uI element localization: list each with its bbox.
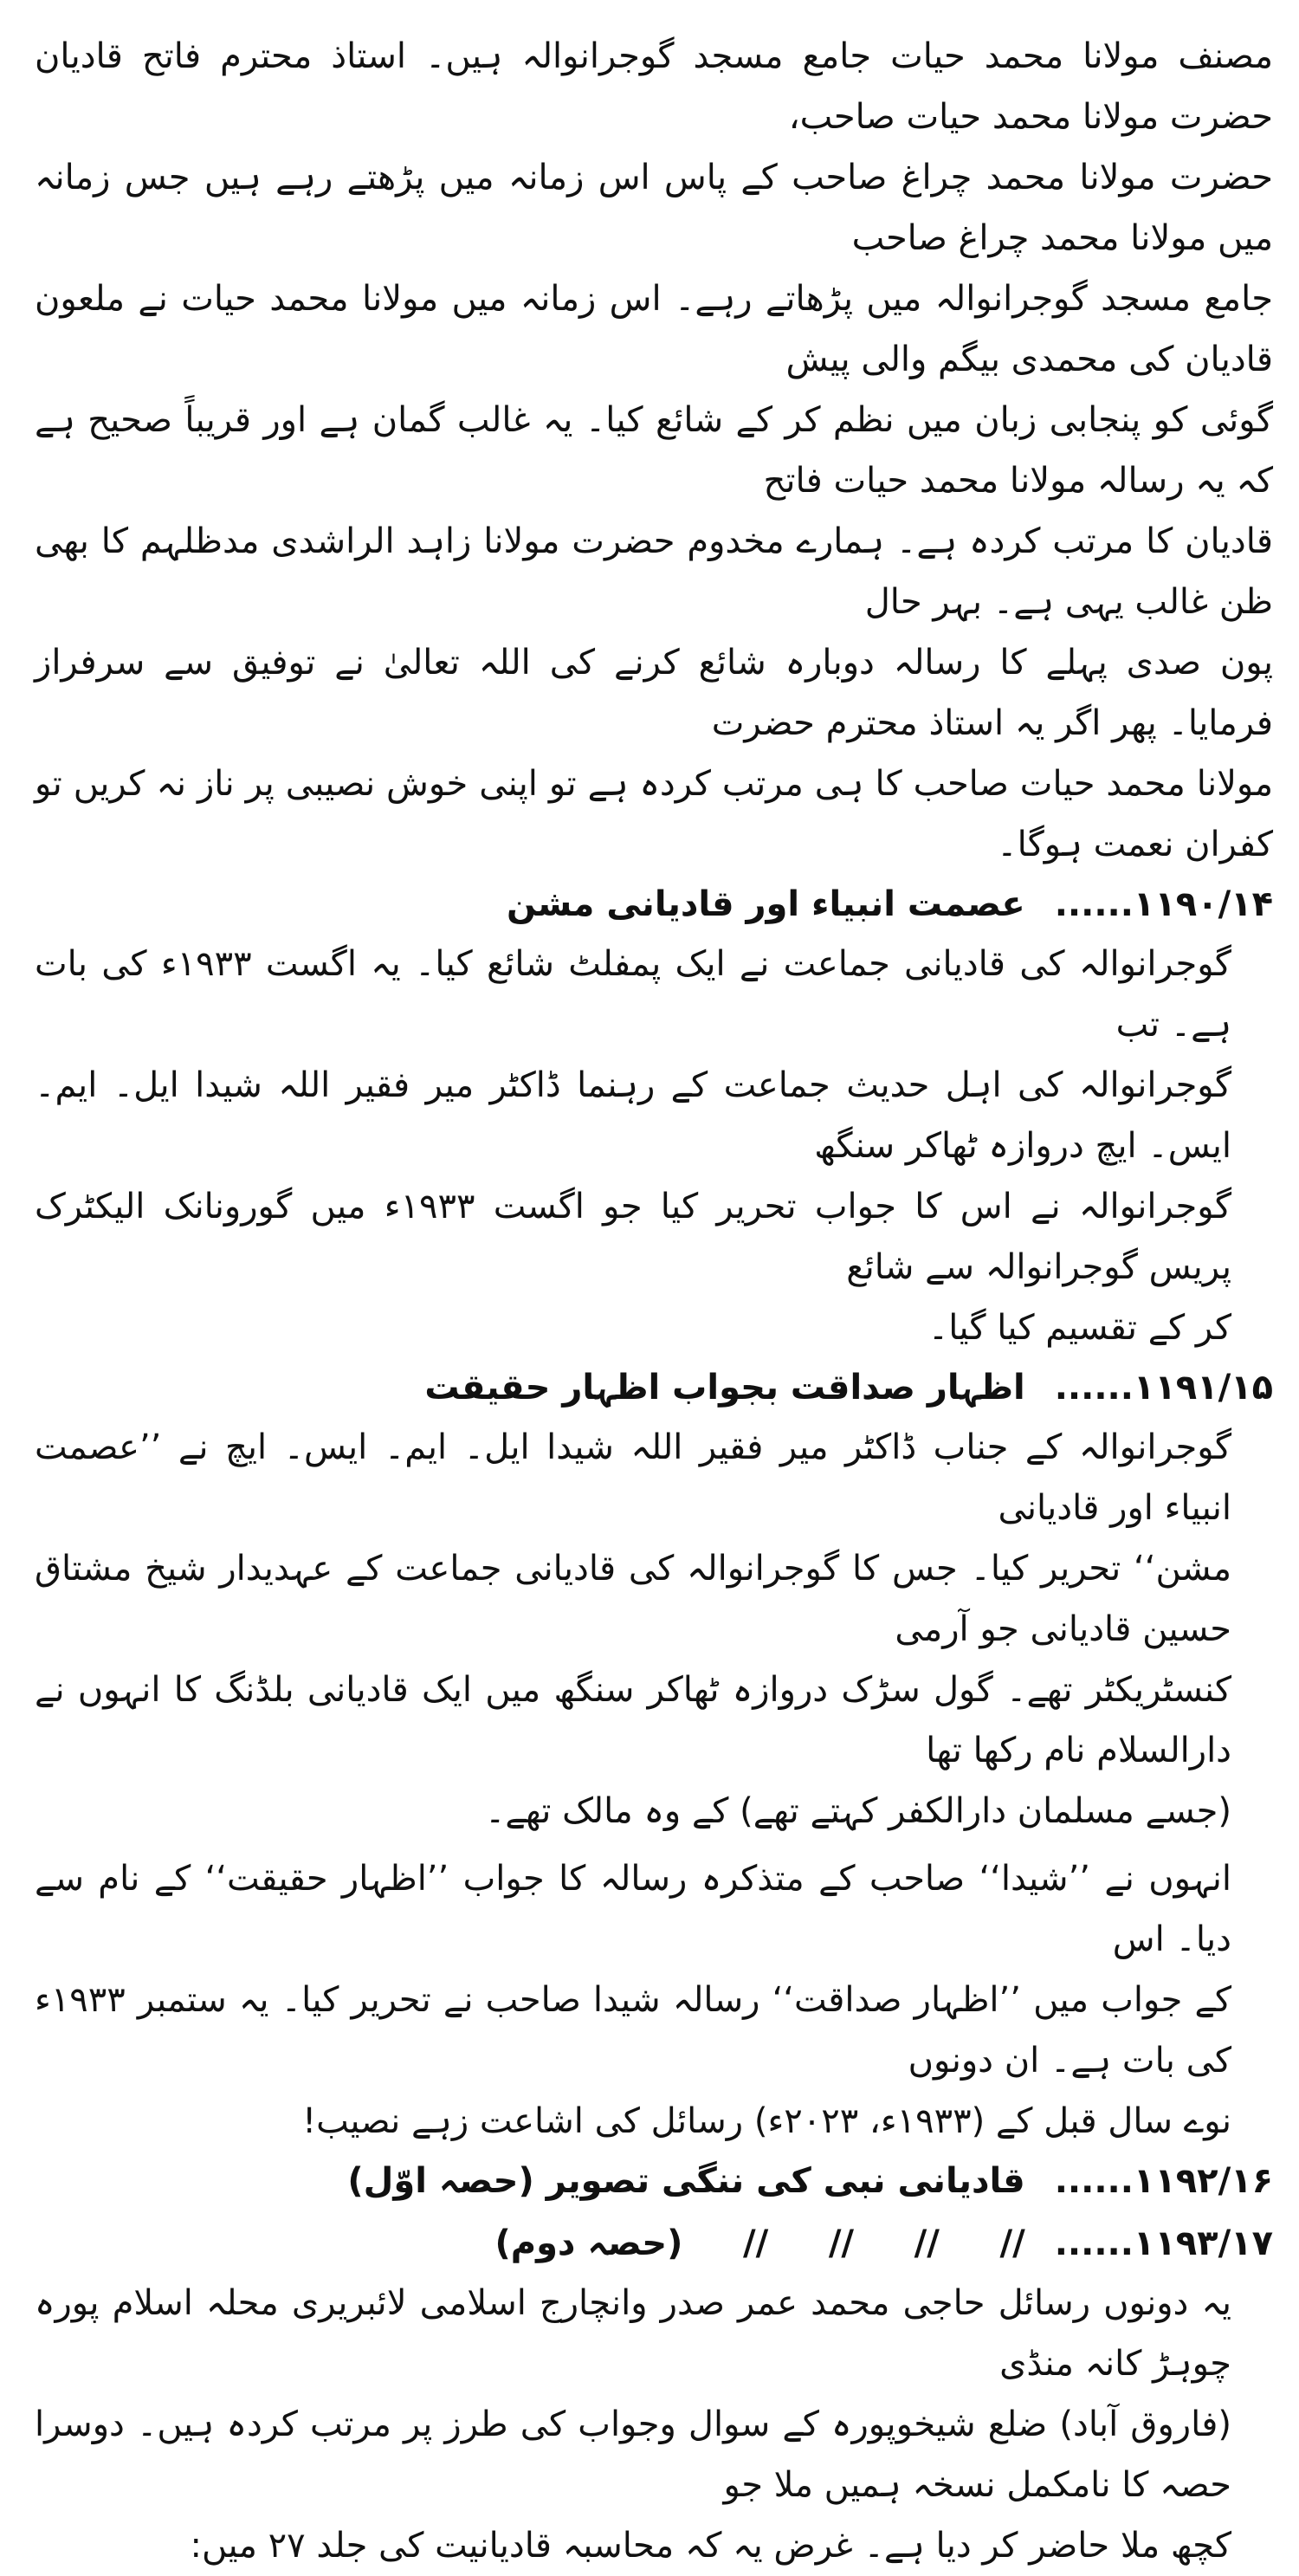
text-line: گوجرانوالہ نے اس کا جواب تحریر کیا جو اگست ۱۹۳۳ء میں گورونانک الیکٹرک پریس گوجرانوالہ سے شائع	[35, 1187, 1231, 1287]
text-line: یہ دونوں رسائل حاجی محمد عمر صدر وانچارج اسلامی لائبریری محلہ اسلام پورہ چوہڑ کانہ منڈی	[35, 2283, 1231, 2384]
entry-heading-1192	[35, 2153, 1273, 2209]
entry-heading-1191	[35, 1360, 1273, 1415]
text-line: (جسے مسلمان دارالکفر کہتے تھے) کے وہ مالک تھے۔	[484, 1791, 1231, 1831]
entry-title: عصمت انبیاء اور قادیانی مشن	[506, 884, 1025, 924]
entry-number: ۱۱۹۱/۱۵......	[1054, 1368, 1273, 1408]
entry-number: ۱۱۹۰/۱۴......	[1054, 884, 1273, 924]
text-line: گوجرانوالہ کے جناب ڈاکٹر میر فقیر اللہ شیدا ایل۔ ایم۔ ایس۔ ایچ نے ’’عصمت انبیاء اور قادیانی	[35, 1427, 1231, 1528]
text-line: حضرت مولانا محمد چراغ صاحب کے پاس اس زمانہ میں پڑھتے رہے ہیں جس زمانہ میں مولانا محمد چراغ صاحب	[35, 158, 1273, 258]
text-line: قادیان کا مرتب کردہ ہے۔ ہمارے مخدوم حضرت مولانا زاہد الراشدی مدظلہم کا بھی ظن غالب یہی ہے۔ بہر حال	[35, 521, 1273, 622]
text-line: مشن‘‘ تحریر کیا۔ جس کا گوجرانوالہ کی قادیانی جماعت کے عہدیدار شیخ مشتاق حسین قادیانی جو آرمی	[35, 1549, 1231, 1649]
entry-title: // // // // (حصہ دوم)	[494, 2223, 1025, 2263]
entry-1191-paragraph-2	[35, 1848, 1273, 2152]
entry-1193-paragraph	[35, 2273, 1273, 2576]
text-line: گوئی کو پنجابی زبان میں نظم کر کے شائع کیا۔ یہ غالب گمان ہے اور قریباً صحیح ہے کہ یہ رسالہ مولانا محمد حیات فاتح	[35, 400, 1273, 501]
entry-1190-paragraph	[35, 934, 1273, 1358]
entry-1191-paragraph	[35, 1417, 1273, 1841]
text-line: گوجرانوالہ کی قادیانی جماعت نے ایک پمفلٹ شائع کیا۔ یہ اگست ۱۹۳۳ء کی بات ہے۔ تب	[35, 944, 1231, 1045]
entry-heading-1193	[35, 2216, 1273, 2271]
text-line: جامع مسجد گوجرانوالہ میں پڑھاتے رہے۔ اس زمانہ میں مولانا محمد حیات نے ملعون قادیان کی محمدی بیگم والی پیش	[35, 279, 1273, 379]
text-line: نوے سال قبل کے (۱۹۳۳ء، ۲۰۲۳ء) رسائل کی اشاعت زہے نصیب!	[302, 2101, 1231, 2141]
entry-number: ۱۱۹۲/۱۶......	[1054, 2161, 1273, 2201]
entry-number: ۱۱۹۳/۱۷......	[1054, 2223, 1273, 2263]
entry-title: اظہار صداقت بجواب اظہار حقیقت	[424, 1368, 1025, 1408]
text-line: کنسٹریکٹر تھے۔ گول سڑک دروازہ ٹھاکر سنگھ میں ایک قادیانی بلڈنگ کا انہوں نے دارالسلام نام رکھا تھا	[35, 1670, 1231, 1770]
text-line: کچھ ملا حاضر کر دیا ہے۔ غرض یہ کہ محاسبہ قادیانیت کی جلد ۲۷ میں:	[190, 2526, 1231, 2566]
intro-paragraph	[35, 26, 1273, 875]
text-line: انہوں نے ’’شیدا‘‘ صاحب کے متذکرہ رسالہ کا جواب ’’اظہار حقیقت‘‘ کے نام سے دیا۔ اس	[35, 1859, 1231, 1959]
entry-heading-1190	[35, 877, 1273, 932]
text-line: (فاروق آباد) ضلع شیخوپورہ کے سوال وجواب کی طرز پر مرتب کردہ ہیں۔ دوسرا حصہ کا نامکمل نسخہ ہمیں ملا جو	[35, 2404, 1231, 2505]
text-line: مولانا محمد حیات صاحب کا ہی مرتب کردہ ہے تو اپنی خوش نصیبی پر ناز نہ کریں تو کفران نعمت ہوگا۔	[35, 764, 1273, 864]
text-line: گوجرانوالہ کی اہل حدیث جماعت کے رہنما ڈاکٹر میر فقیر اللہ شیدا ایل۔ ایم۔ ایس۔ ایچ دروازہ ٹھاکر سنگھ	[35, 1065, 1231, 1166]
text-line: کر کے تقسیم کیا گیا۔	[927, 1308, 1231, 1348]
entry-title: قادیانی نبی کی ننگی تصویر (حصہ اوّل)	[347, 2161, 1025, 2201]
text-line: پون صدی پہلے کا رسالہ دوبارہ شائع کرنے کی اللہ تعالیٰ نے توفیق سے سرفراز فرمایا۔ پھر اگر یہ استاذ محترم حضرت	[35, 643, 1274, 743]
text-line: کے جواب میں ’’اظہار صداقت‘‘ رسالہ شیدا صاحب نے تحریر کیا۔ یہ ستمبر ۱۹۳۳ء کی بات ہے۔ ان دونوں	[35, 1980, 1231, 2081]
text-line: مصنف مولانا محمد حیات جامع مسجد گوجرانوالہ ہیں۔ استاذ محترم فاتح قادیان حضرت مولانا محمد حیات صاحب،	[35, 36, 1273, 137]
